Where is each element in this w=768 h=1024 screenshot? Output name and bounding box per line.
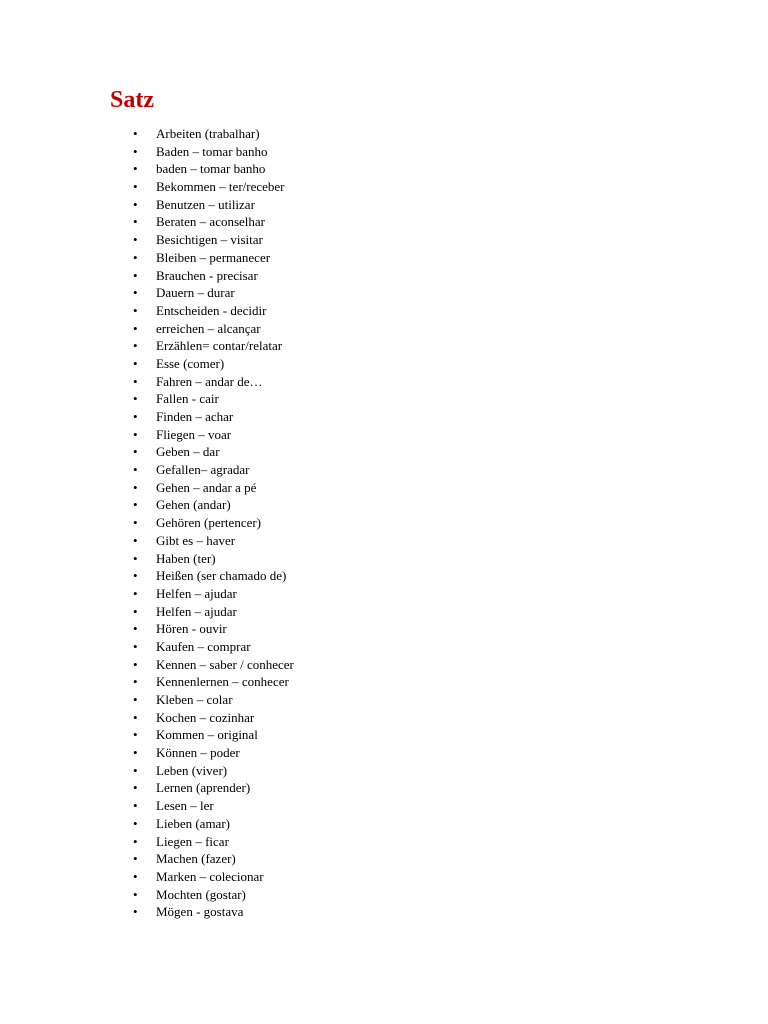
bullet-icon: • bbox=[133, 550, 138, 566]
bullet-icon: • bbox=[133, 355, 138, 371]
list-item-text: Helfen – ajudar bbox=[156, 585, 237, 601]
list-item-text: Besichtigen – visitar bbox=[156, 232, 263, 248]
bullet-icon: • bbox=[133, 143, 138, 159]
bullet-icon: • bbox=[133, 161, 138, 177]
list-item-text: Machen (fazer) bbox=[156, 851, 236, 867]
bullet-icon: • bbox=[133, 815, 138, 831]
bullet-icon: • bbox=[133, 621, 138, 637]
list-item-text: Brauchen - precisar bbox=[156, 267, 258, 283]
list-item-text: Können – poder bbox=[156, 745, 240, 761]
list-item-text: Mögen - gostava bbox=[156, 904, 244, 920]
bullet-icon: • bbox=[133, 497, 138, 513]
list-item-text: Marken – colecionar bbox=[156, 868, 264, 884]
bullet-icon: • bbox=[133, 833, 138, 849]
list-item-text: Gehören (pertencer) bbox=[156, 515, 262, 531]
bullet-icon: • bbox=[133, 745, 138, 761]
list-item-text: Liegen – ficar bbox=[156, 833, 229, 849]
list-item-text: Finden – achar bbox=[156, 409, 234, 424]
list-item-text: Kennen – saber / conhecer bbox=[156, 656, 294, 672]
list-item-text: Geben – dar bbox=[156, 444, 220, 460]
bullet-icon: • bbox=[133, 568, 138, 584]
bullet-icon: • bbox=[133, 409, 138, 424]
list-item-text: Gehen – andar a pé bbox=[156, 479, 257, 495]
bullet-icon: • bbox=[133, 179, 138, 195]
list-item-text: Bekommen – ter/receber bbox=[156, 179, 285, 195]
bullet-icon: • bbox=[133, 798, 138, 814]
list-item-text: Kochen – cozinhar bbox=[156, 709, 255, 725]
bullet-icon: • bbox=[133, 585, 138, 601]
list-item-text: Mochten (gostar) bbox=[156, 886, 246, 902]
bullet-icon: • bbox=[133, 479, 138, 495]
list-item-text: Lernen (aprender) bbox=[156, 780, 251, 796]
bullet-icon: • bbox=[133, 126, 138, 141]
list-item-text: Kaufen – comprar bbox=[156, 638, 251, 654]
bullet-icon: • bbox=[133, 196, 138, 212]
bullet-icon: • bbox=[133, 692, 138, 707]
bullet-icon: • bbox=[133, 886, 138, 902]
list-item-text: Gehen (andar) bbox=[156, 497, 231, 513]
list-item-text: Hören - ouvir bbox=[156, 621, 227, 637]
list-item-text: Esse (comer) bbox=[156, 355, 225, 371]
list-item-text: Baden – tomar banho bbox=[156, 143, 268, 159]
bullet-icon: • bbox=[133, 267, 138, 283]
list-item-text: Leben (viver) bbox=[156, 762, 228, 778]
bullet-icon: • bbox=[133, 638, 138, 654]
list-item-text: Kennenlernen – conhecer bbox=[156, 674, 289, 690]
bullet-icon: • bbox=[133, 727, 138, 743]
bullet-icon: • bbox=[133, 709, 138, 725]
bullet-icon: • bbox=[133, 462, 138, 478]
list-item-text: erreichen – alcançar bbox=[156, 320, 261, 336]
list-item-text: Erzählen= contar/relatar bbox=[156, 338, 283, 354]
list-item-text: Gibt es – haver bbox=[156, 532, 236, 548]
list-item-text: Arbeiten (trabalhar) bbox=[156, 126, 260, 141]
list-item-text: Fallen - cair bbox=[156, 391, 219, 407]
bullet-icon: • bbox=[133, 232, 138, 248]
list-item-text: Fliegen – voar bbox=[156, 426, 232, 442]
list-item-text: Helfen – ajudar bbox=[156, 603, 237, 619]
list-item-text: Bleiben – permanecer bbox=[156, 249, 271, 265]
bullet-icon: • bbox=[133, 214, 138, 230]
list-item-text: Fahren – andar de… bbox=[156, 373, 263, 389]
bullet-icon: • bbox=[133, 904, 138, 920]
bullet-icon: • bbox=[133, 515, 138, 531]
bullet-icon: • bbox=[133, 444, 138, 460]
bullet-icon: • bbox=[133, 780, 138, 796]
list-item-text: Kleben – colar bbox=[156, 692, 233, 707]
list-item-text: Lesen – ler bbox=[156, 798, 214, 814]
bullet-icon: • bbox=[133, 426, 138, 442]
list-item-text: baden – tomar banho bbox=[156, 161, 266, 177]
list-item-text: Beraten – aconselhar bbox=[156, 214, 266, 230]
bullet-icon: • bbox=[133, 302, 138, 318]
list-item-text: Haben (ter) bbox=[156, 550, 216, 566]
bullet-icon: • bbox=[133, 674, 138, 690]
bullet-icon: • bbox=[133, 285, 138, 301]
bullet-icon: • bbox=[133, 249, 138, 265]
bullet-icon: • bbox=[133, 656, 138, 672]
list-item-text: Dauern – durar bbox=[156, 285, 235, 301]
bullet-icon: • bbox=[133, 603, 138, 619]
bullet-icon: • bbox=[133, 320, 138, 336]
bullet-icon: • bbox=[133, 868, 138, 884]
list-item-text: Kommen – original bbox=[156, 727, 258, 743]
list-item-text: Lieben (amar) bbox=[156, 815, 230, 831]
bullet-icon: • bbox=[133, 373, 138, 389]
page-title: Satz bbox=[110, 87, 154, 113]
bullet-icon: • bbox=[133, 762, 138, 778]
list-item-text: Gefallen– agradar bbox=[156, 462, 250, 478]
list-item-text: Heißen (ser chamado de) bbox=[156, 568, 287, 584]
list-item-text: Entscheiden - decidir bbox=[156, 302, 267, 318]
list-item-text: Benutzen – utilizar bbox=[156, 196, 255, 212]
bullet-icon: • bbox=[133, 391, 138, 407]
bullet-icon: • bbox=[133, 532, 138, 548]
bullet-icon: • bbox=[133, 338, 138, 354]
bullet-icon: • bbox=[133, 851, 138, 867]
